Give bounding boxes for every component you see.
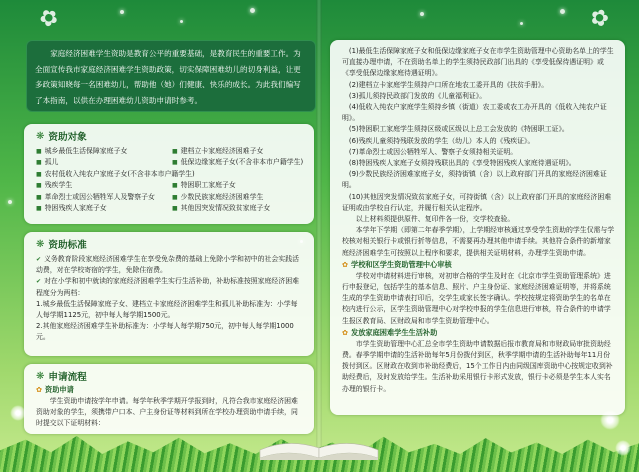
star-icon: ❋ (36, 370, 45, 382)
sub-title: ✿ 发放家庭困难学生生活补助 (342, 327, 438, 337)
star-icon: ❋ (36, 238, 45, 250)
evidence-list (342, 46, 615, 214)
sparkle (180, 20, 183, 23)
flower-icon: ✿ (342, 327, 349, 337)
bullet-icon: ■ (36, 159, 42, 167)
sub-title: ✿ 学校和区学生资助管理中心审核 (342, 259, 452, 269)
sparkle (250, 8, 255, 13)
section-title (36, 368, 304, 384)
right-panel (330, 40, 625, 415)
evidence-item: (10)其他因突发情况致贫家庭子女，可持街镇（含）以上政府部门开具的家庭经济困难证明或由学校自行认定，并履行相关认定程序。 (342, 192, 612, 212)
paragraph: 以上材料须提供原件、复印件各一份，交学校查验。 (355, 215, 515, 224)
bullet-icon: ■ (36, 170, 42, 178)
bullet-icon: ■ (172, 193, 178, 201)
sub-title: ✿ 资助申请 (36, 385, 74, 394)
flower-icon: ✿ (342, 259, 349, 269)
sparkle (8, 200, 12, 204)
page-fold (316, 0, 322, 472)
check-icon: ✔ (36, 256, 42, 263)
beneficiary-item: ■ 革命烈士或因公牺牲军人及警察子女 (36, 192, 155, 201)
beneficiary-list (36, 146, 304, 214)
section-title-text: 资助标准 (48, 240, 87, 251)
evidence-item: (2)建档立卡家庭学生须持户口所在地农工委开具的《扶贫手册》。 (348, 80, 549, 89)
paragraph: ✔ 对在小学和初中就读的家庭经济困难学生实行生活补助，补助标准按照家庭经济困难程度分为两档： (36, 277, 299, 297)
bullet-icon: ■ (36, 148, 42, 155)
bullet-icon: ■ (172, 182, 178, 190)
bullet-icon: ■ (36, 182, 42, 190)
check-icon: ✔ (36, 278, 42, 286)
sparkle (560, 9, 565, 14)
paragraph: ✔ 义务教育阶段家庭经济困难学生在享受免杂费的基础上免除小学和初中的社会实践活动费，对在学校寄宿的学生，免除住宿费。 (36, 255, 299, 275)
open-book-icon (258, 420, 380, 460)
beneficiary-item: ■ 孤儿 (36, 158, 59, 167)
evidence-item: (8)特困残疾人家庭子女须持残联出具的《享受特困残疾人家庭待遇证明》。 (348, 159, 576, 168)
evidence-item: (5)特困职工家庭学生须持区级或区级以上总工会发放的《特困职工证》。 (348, 125, 569, 134)
beneficiary-item: ■ 低保边缘家庭子女(不含非本市户籍学生) (172, 158, 304, 167)
bullet-icon: ■ (172, 159, 178, 167)
section-title (36, 236, 304, 252)
sparkle (420, 12, 424, 16)
sparkle (520, 22, 523, 25)
beneficiary-item: ■ 城乡最低生活保障家庭子女 (36, 147, 128, 155)
beneficiary-item: ■ 建档立卡家庭经济困难子女 (172, 147, 264, 155)
beneficiary-item: ■ 特困残疾人家庭子女 (36, 204, 107, 213)
paragraph: 本学年下学期（即第二年春季学期），上学期经审核通过享受学生资助的学生仅需与学校核对相关银行卡或银行折等信息，不需要再办理其他申请手续。其他符合条件的新增家庭经济困难学生可按照以上程序和要求，提供相关证明材料，办理学生资助申请。 (342, 226, 615, 257)
dandelion-icon (615, 440, 631, 456)
feather-icon: ✿ (34, 3, 64, 34)
bullet-icon: ■ (172, 205, 178, 213)
beneficiary-item: ■ 残疾学生 (36, 181, 73, 190)
bullet-icon: ■ (36, 205, 42, 213)
section-title (36, 128, 304, 144)
evidence-item: (9)少数民族经济困难家庭子女，须持街镇（含）以上政府部门开具的家庭经济困难证明。 (342, 170, 607, 190)
evidence-item: (1)最低生活保障家庭子女和低保边缘家庭子女在市学生资助管理中心资助名单上的学生可直接办理申请，不在资助名单上的学生须持民政部门出具的《享受低保待遇证明》或《享受低保边缘家庭待遇证明》。 (342, 47, 614, 78)
beneficiary-item: ■ 特困职工家庭子女 (172, 181, 236, 190)
beneficiary-item: ■ 少数民族家庭经济困难学生 (172, 192, 264, 201)
paragraph: 2.其他家庭经济困难学生补助标准为：小学每人每学期750元，初中每人每学期1000元。 (36, 322, 294, 342)
evidence-item: (7)革命烈士或因公牺牲军人、警察子女须持相关证明。 (348, 147, 518, 156)
bullet-icon: ■ (172, 148, 178, 155)
evidence-item: (6)残疾儿童须持残联发放的学生（幼儿）本人的《残疾证》。 (348, 136, 535, 145)
paragraph: 学生资助申请按学年申请。每学年秋季学期开学报到时，凡符合我市家庭经济困难资助对象的学生，须携带户口本、户主身份证等材料到所在学校办理资助申请手续，同时提交以下证明材料： (36, 397, 298, 428)
feather-icon: ✿ (586, 3, 613, 34)
flower-icon: ✿ (36, 385, 43, 394)
evidence-item: (4)低收入纯农户家庭学生须持乡镇（街道）农工委或农工办开具的《低收入纯农户证明》。 (342, 103, 607, 123)
evidence-item: (3)孤儿须持民政部门发放的《儿童福利证》。 (348, 91, 487, 100)
intro-text: 家庭经济困难学生资助是教育公平的重要基础，是教育民生的重要工作。为全面宣传我市家庭经济困难学生资助政策，切实保障困难幼儿的切身利益，让更多政策知晓每一名困难幼儿，帮助他（她）们健康、快乐的成长。为此我们编写了本指南，以供在办理困难幼儿资助申请时参考。 (35, 49, 301, 105)
section-standards (24, 232, 314, 356)
beneficiary-item: ■ 其他因突发情况致贫家庭子女 (172, 204, 271, 213)
sparkle (120, 10, 124, 14)
paragraph: 市学生资助管理中心汇总全市学生资助申请数据后报市教育局和市财政局审批资助经费。春季学期申请的生活补助每年5月份拨付到区，秋季学期申请的生活补助每年11月份拨付到区。区财政在收到市补助经费后，15个工作日内由同级国库资助中心按规定收到补助经费后，及时发放给学生。生活补助采用银行卡形式发放，银行卡必须是学生本人实名办理的银行卡。 (342, 339, 613, 393)
section-title-text: 资助对象 (48, 132, 87, 143)
beneficiary-item: ■ 农村低收入纯农户家庭子女(不含非本市户籍学生) (36, 169, 195, 178)
section-title-text: 申请流程 (48, 372, 87, 383)
paragraph: 1.城乡最低生活保障家庭子女、建档立卡家庭经济困难学生和孤儿补助标准为：小学每人每学期1125元，初中每人每学期1500元。 (36, 299, 298, 320)
paragraph: 学校对申请材料进行审核，对初审合格的学生及时在《北京市学生资助管理系统》进行申报登记，包括学生的基本信息、照片、户主身份证、家庭经济困难证明等，并将系统生成的学生资助申请表打印后，交学生或家长签字确认。学校按规定将资助学生的名单在校内进行公示，区学生资助管理中心对学校申报的学生信息进行审核，符合条件的申请学生报区教育局、区财政局和市学生资助管理中心。 (342, 271, 611, 325)
intro-box (26, 40, 316, 112)
bullet-icon: ■ (36, 193, 42, 201)
star-icon: ❋ (36, 130, 45, 142)
section-beneficiaries (24, 124, 314, 224)
